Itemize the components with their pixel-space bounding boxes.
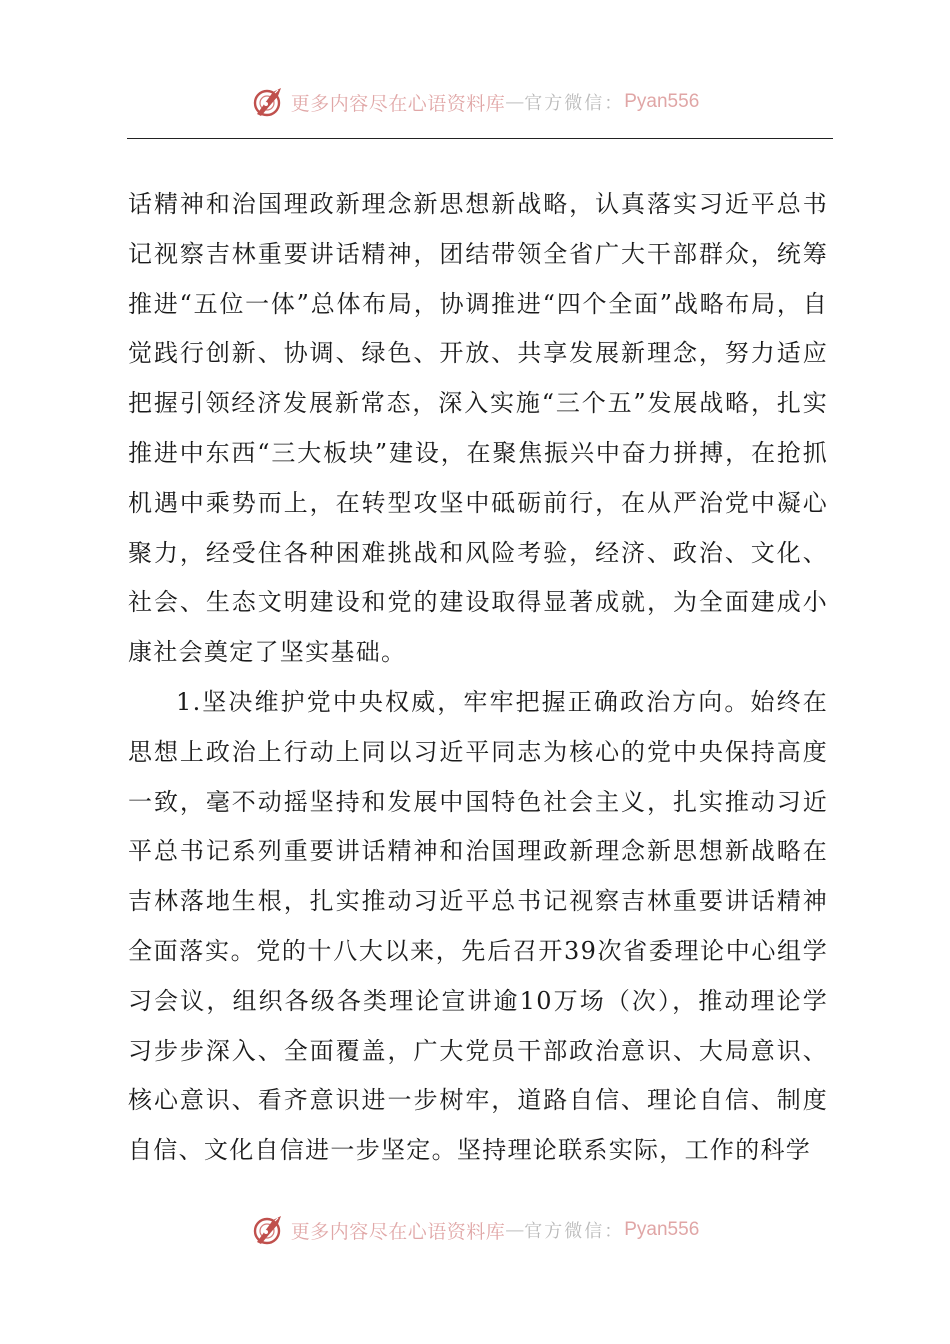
- pen-nib-logo-icon: [251, 1212, 287, 1248]
- header-wechat-id: Pyan556: [624, 91, 700, 112]
- footer-banner: [0, 1208, 950, 1252]
- header-banner: [0, 80, 950, 124]
- paragraph-continued: 话精神和治国理政新理念新思想新战略，认真落实习近平总书记视察吉林重要讲话精神，团结带领全省广大干部群众，统筹推进“五位一体”总体布局，协调推进“四个全面”战略布局，自觉践行创新、协调、绿色、开放、共享发展新理念，努力适应把握引领经济发展新常态，深入实施“三个五”发展战略，扎实推进中东西“三大板块”建设，在聚焦振兴中奋力拼搏，在抢抓机遇中乘势而上，在转型攻坚中砥砺前行，在从严治党中凝心聚力，经受住各种困难挑战和风险考验，经济、政治、文化、社会、生态文明建设和党的建设取得显著成就，为全面建成小康社会奠定了坚实基础。: [128, 190, 828, 667]
- header-wechat-label: 官方微信：: [524, 93, 625, 114]
- header-separator: —: [505, 91, 525, 113]
- footer-separator: —: [505, 1219, 525, 1241]
- header-divider: [127, 138, 833, 139]
- pen-nib-logo-icon: [251, 84, 287, 120]
- footer-brand-text: 更多内容尽在心语资料库: [290, 1220, 506, 1243]
- footer-wechat-label: 官方微信：: [524, 1221, 625, 1242]
- header-brand-text: 更多内容尽在心语资料库: [290, 92, 506, 115]
- document-body: [128, 180, 828, 1176]
- footer-wechat-id: Pyan556: [624, 1219, 700, 1240]
- paragraph-section-1: 1.坚决维护党中央权威，牢牢把握正确政治方向。始终在思想上政治上行动上同以习近平同志为核心的党中央保持高度一致，毫不动摇坚持和发展中国特色社会主义，扎实推动习近平总书记系列重要讲话精神和治国理政新理念新思想新战略在吉林落地生根，扎实推动习近平总书记视察吉林重要讲话精神全面落实。党的十八大以来，先后召开39次省委理论中心组学习会议，组织各级各类理论宣讲逾10万场（次），推动理论学习步步深入、全面覆盖，广大党员干部政治意识、大局意识、核心意识、看齐意识进一步树牢，道路自信、理论自信、制度自信、文化自信进一步坚定。坚持理论联系实际，工作的科学: [128, 687, 828, 1165]
